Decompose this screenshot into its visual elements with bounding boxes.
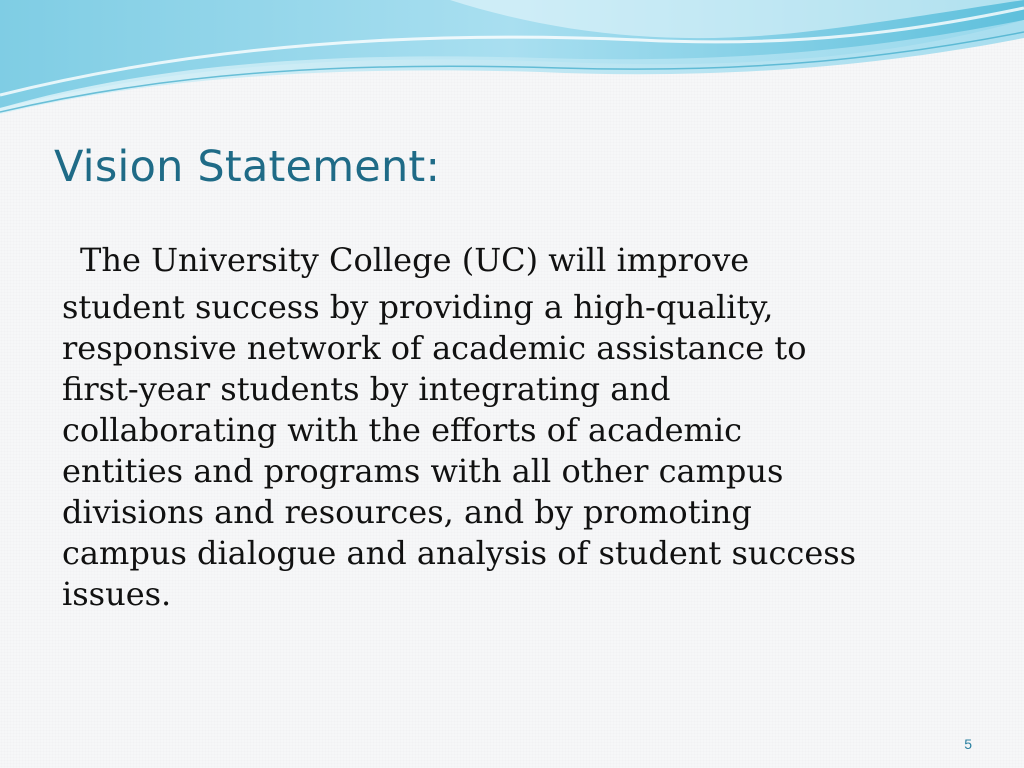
- body-line: student success by providing a high-quality,: [62, 288, 774, 326]
- body-line: responsive network of academic assistance to: [62, 329, 807, 367]
- body-line: divisions and resources, and by promoting: [62, 493, 752, 531]
- vision-statement-text: [62, 240, 962, 615]
- body-line: first-year students by integrating and: [62, 370, 671, 408]
- body-line: collaborating with the efforts of academic: [62, 411, 743, 449]
- body-line: campus dialogue and analysis of student success: [62, 534, 857, 572]
- body-line: entities and programs with all other campus: [62, 452, 784, 490]
- header-wave-decoration: [0, 0, 1024, 130]
- slide-title: Vision Statement:: [54, 142, 441, 192]
- body-line: issues.: [62, 575, 172, 613]
- body-line: The University College (UC) will improve: [80, 241, 750, 279]
- page-number: 5: [964, 736, 972, 752]
